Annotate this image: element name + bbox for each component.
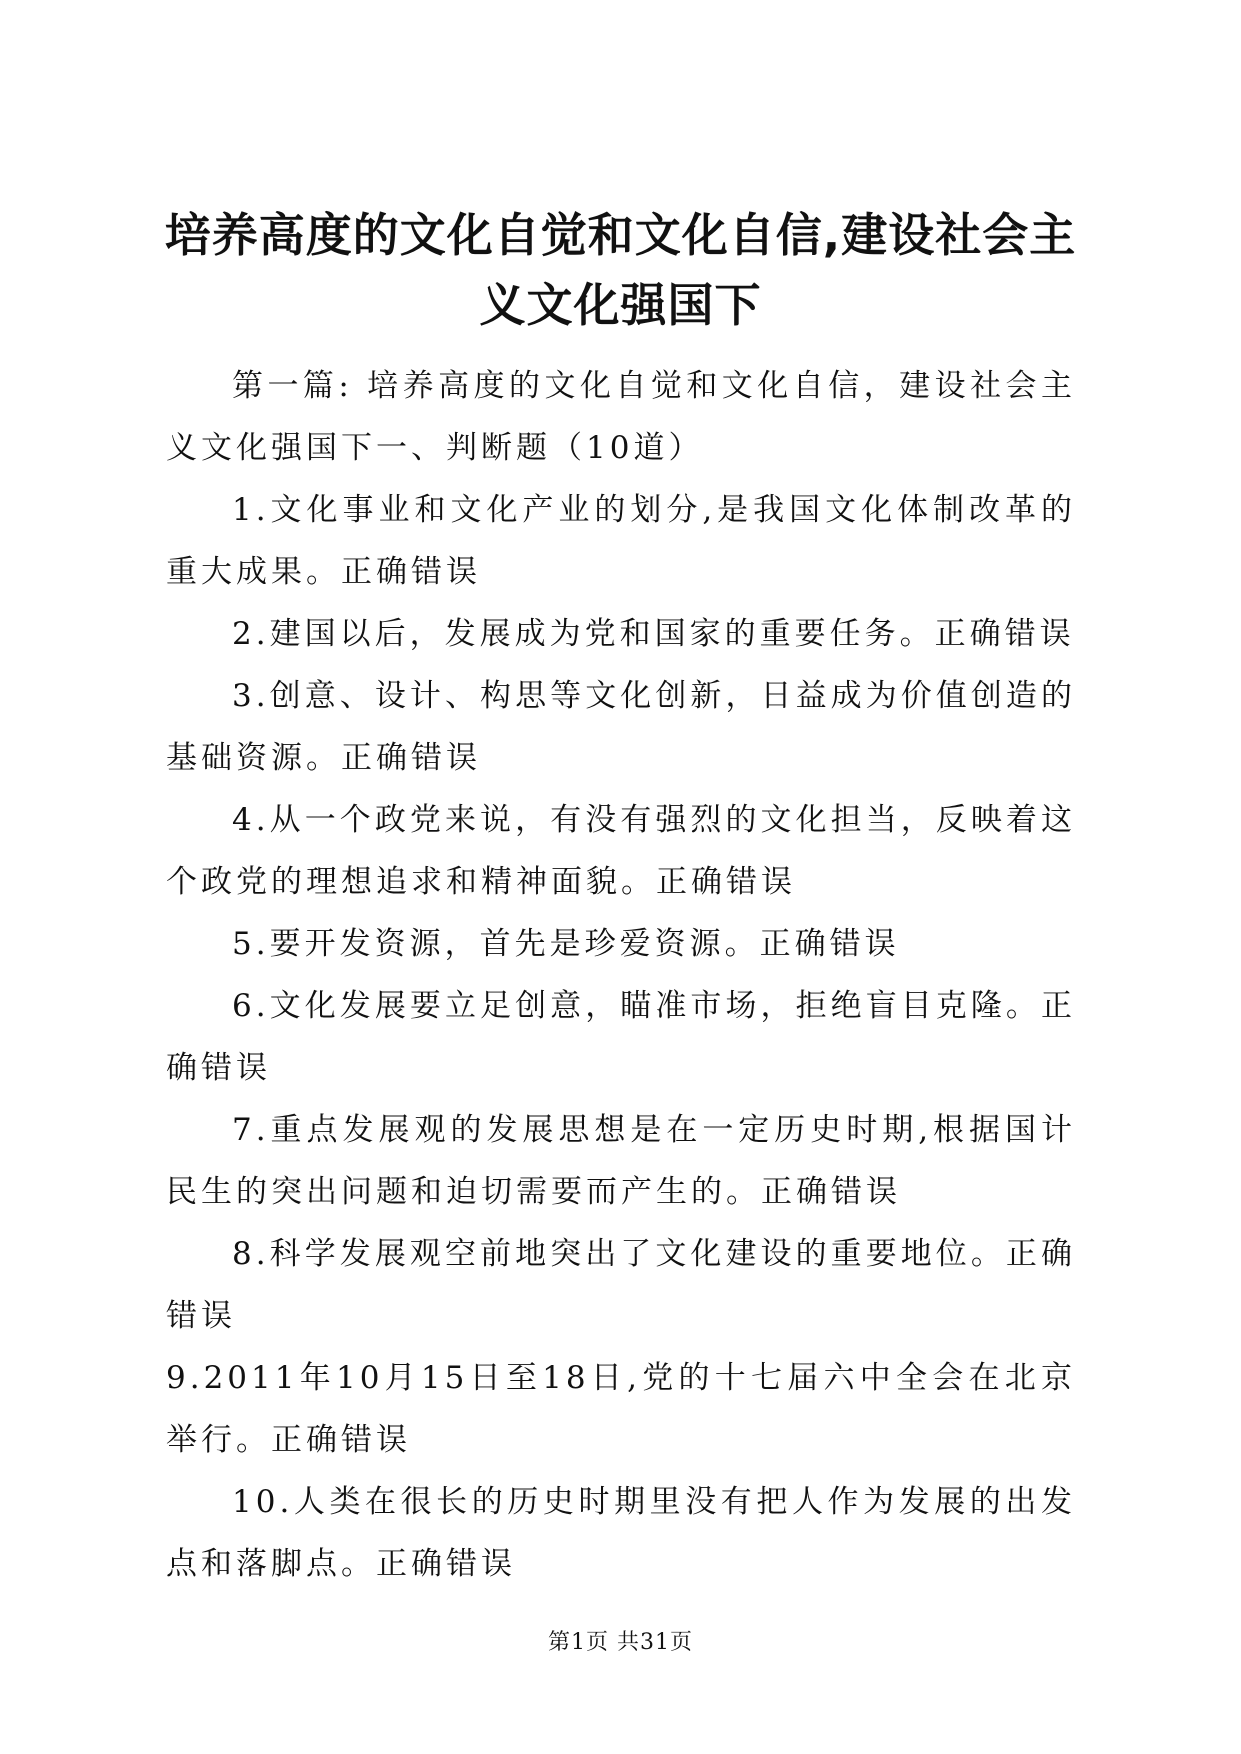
question-item-6: 6.文化发展要立足创意，瞄准市场，拒绝盲目克隆。正确错误 bbox=[166, 988, 1076, 1086]
question-item-2: 2.建国以后，发展成为党和国家的重要任务。正确错误 bbox=[232, 616, 1075, 652]
question-item-1: 1.文化事业和文化产业的划分,是我国文化体制改革的重大成果。正确错误 bbox=[166, 492, 1076, 590]
question-item-8: 8.科学发展观空前地突出了文化建设的重要地位。正确错误 bbox=[166, 1236, 1076, 1334]
question-item-9: 9.2011年10月15日至18日,党的十七届六中全会在北京举行。正确错误 bbox=[166, 1360, 1076, 1458]
question-item-3: 3.创意、设计、构思等文化创新，日益成为价值创造的基础资源。正确错误 bbox=[166, 678, 1076, 776]
question-item-10: 10.人类在很长的历史时期里没有把人作为发展的出发点和落脚点。正确错误 bbox=[166, 1484, 1076, 1582]
page-number: 第1页 共31页 bbox=[548, 1630, 693, 1655]
page-title: 培养高度的文化自觉和文化自信,建设社会主义文化强国下 bbox=[164, 208, 1077, 332]
document-body bbox=[166, 355, 1076, 1595]
question-item-4: 4.从一个政党来说，有没有强烈的文化担当，反映着这个政党的理想追求和精神面貌。正确错误 bbox=[166, 802, 1076, 900]
question-item-7: 7.重点发展观的发展思想是在一定历史时期,根据国计民生的突出问题和迫切需要而产生的。正确错误 bbox=[166, 1112, 1076, 1210]
intro-paragraph: 第一篇: 培养高度的文化自觉和文化自信，建设社会主义文化强国下一、判断题（10道） bbox=[166, 368, 1076, 466]
question-item-5: 5.要开发资源，首先是珍爱资源。正确错误 bbox=[232, 926, 900, 962]
